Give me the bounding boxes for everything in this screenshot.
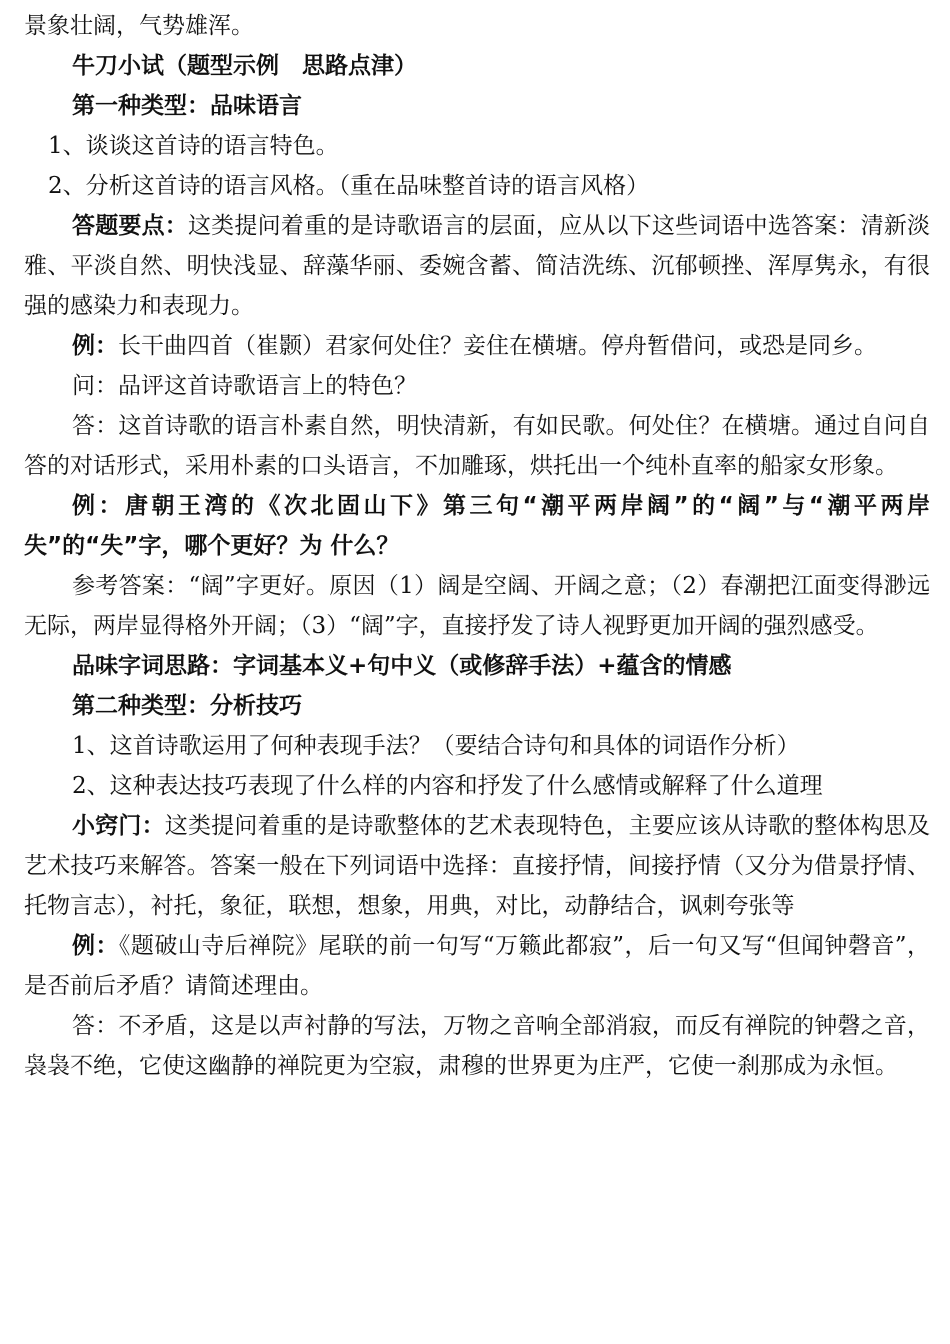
example-text: 《题破山寺后禅院》尾联的前一句写“万籁此都寂”，后一句又写“但闻钟磬音”，是否前后矛盾？请简述理由。 — [24, 933, 930, 999]
tip-paragraph — [24, 206, 930, 326]
example-paragraph — [24, 326, 930, 366]
question-item: 2、这种表达技巧表现了什么样的内容和抒发了什么感情或解释了什么道理 — [72, 773, 823, 799]
text-line: 景象壮阔，气势雄浑。 — [24, 13, 254, 39]
answer-paragraph: 答：不矛盾，这是以声衬静的写法，万物之音响全部消寂，而反有禅院的钟磬之音，袅袅不绝，它使这幽静的禅院更为空寂，肃穆的世界更为庄严，它使一刹那成为永恒。 — [24, 1013, 930, 1079]
section-heading: 牛刀小试（题型示例 思路点津） — [72, 53, 417, 79]
tip-paragraph — [24, 806, 930, 926]
example-paragraph — [24, 926, 930, 1006]
section-heading: 品味字词思路：字词基本义+句中义（或修辞手法）+蕴含的情感 — [72, 653, 732, 679]
example-text: 长干曲四首（崔颢）君家何处住？妾住在横塘。停舟暂借问，或恐是同乡。 — [118, 333, 877, 359]
example-label: 例： — [72, 933, 119, 959]
question-paragraph: 问：品评这首诗歌语言上的特色？ — [72, 373, 417, 399]
tip-text: 这类提问着重的是诗歌语言的层面，应从以下这些词语中选答案：清新淡雅、平淡自然、明快浅显、辞藻华丽、委婉含蓄、简洁洗练、沉郁顿挫、浑厚隽永，有很强的感染力和表现力。 — [24, 213, 931, 319]
answer-paragraph: 答：这首诗歌的语言朴素自然，明快清新，有如民歌。何处住？在横塘。通过自问自答的对话形式，采用朴素的口头语言，不加雕琢，烘托出一个纯朴直率的船家女形象。 — [24, 413, 930, 479]
tip-text: 这类提问着重的是诗歌整体的艺术表现特色，主要应该从诗歌的整体构思及艺术技巧来解答。答案一般在下列词语中选择：直接抒情，间接抒情（又分为借景抒情、托物言志），衬托，象征，联想，想象，用典，对比，动静结合，讽刺夸张等 — [24, 813, 931, 919]
tip-label: 小窍门： — [72, 813, 165, 839]
question-item: 1、这首诗歌运用了何种表现手法？（要结合诗句和具体的词语作分析） — [72, 733, 800, 759]
section-heading: 第一种类型：品味语言 — [72, 93, 302, 119]
document-page — [24, 6, 930, 1086]
tip-label: 答题要点： — [72, 213, 188, 239]
question-item: 2、分析这首诗的语言风格。（重在品味整首诗的语言风格） — [48, 173, 650, 199]
example-label: 例： — [72, 333, 118, 359]
reference-answer: 参考答案：“阔”字更好。原因（1）阔是空阔、开阔之意；（2）春潮把江面变得渺远无际，两岸显得格外开阔；（3）“阔”字，直接抒发了诗人视野更加开阔的强烈感受。 — [24, 573, 930, 639]
question-item: 1、谈谈这首诗的语言特色。 — [48, 133, 339, 159]
example-paragraph: 例：唐朝王湾的《次北固山下》第三句“潮平两岸阔”的“阔”与“潮平两岸失”的“失”字，哪个更好？为 什么？ — [24, 493, 930, 559]
section-heading: 第二种类型：分析技巧 — [72, 693, 302, 719]
